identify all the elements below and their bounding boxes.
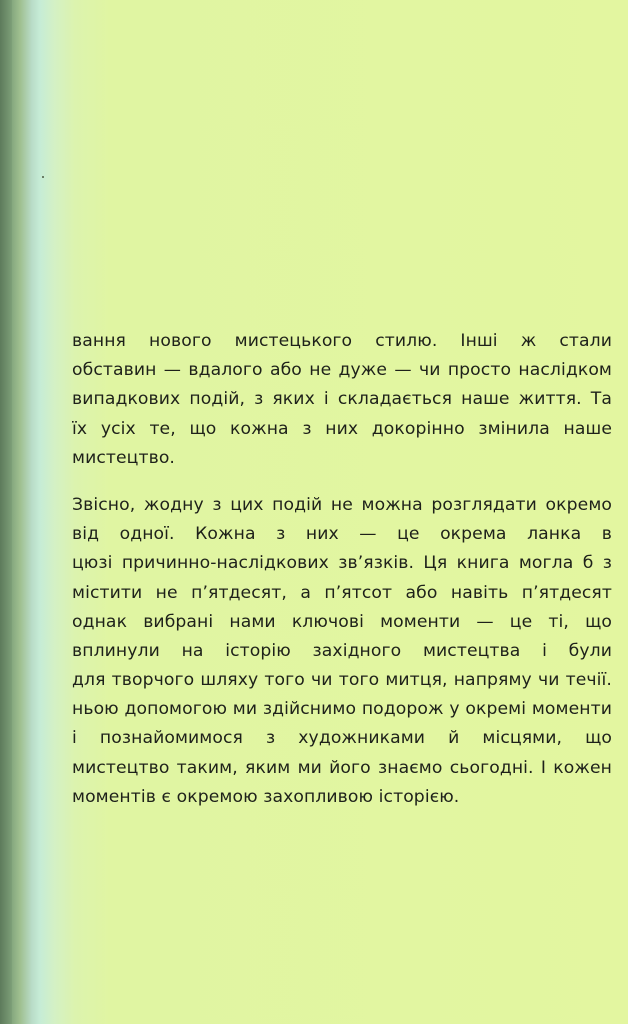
text-line: ньою допомогою ми здійснимо подорож у окремі моменти bbox=[72, 699, 612, 720]
text-line: вання нового мистецького стилю. Інші ж стали bbox=[72, 331, 612, 351]
body-text bbox=[72, 327, 612, 812]
text-line: вплинули на історію західного мистецтва і були bbox=[72, 640, 612, 661]
text-line: для творчого шляху того чи того митця, напряму чи течії. bbox=[72, 670, 612, 691]
text-line: Звісно, жодну з цих подій не можна розглядати окремо bbox=[72, 494, 612, 515]
text-line: моментів є окремою захопливою історією. bbox=[72, 786, 460, 807]
text-line: однак вибрані нами ключові моменти — це ті, що bbox=[72, 611, 612, 632]
text-line: їх усіх те, що кожна з них докорінно змінила наше bbox=[72, 418, 612, 439]
text-line: випадкових подій, з яких і складається наше життя. Та bbox=[72, 389, 612, 410]
paragraph-1 bbox=[72, 327, 612, 473]
paragraph-2 bbox=[72, 491, 612, 812]
page-speck bbox=[42, 176, 44, 178]
text-line: і познайомимося з художниками й місцями, що bbox=[72, 728, 612, 749]
text-line: містити не п’ятдесят, а п’ятсот або навіть п’ятдесят bbox=[72, 582, 612, 603]
text-line: цюзі причинно-наслідкових зв’язків. Ця книга могла б з bbox=[72, 553, 612, 574]
text-line: від одної. Кожна з них — це окрема ланка в bbox=[72, 524, 612, 545]
text-line: мистецтво таким, яким ми його знаємо сьогодні. І кожен bbox=[72, 757, 612, 778]
page-edge bbox=[0, 0, 12, 1024]
text-line: обставин — вдалого або не дуже — чи просто наслідком bbox=[72, 360, 612, 381]
text-line: мистецтво. bbox=[72, 447, 175, 468]
